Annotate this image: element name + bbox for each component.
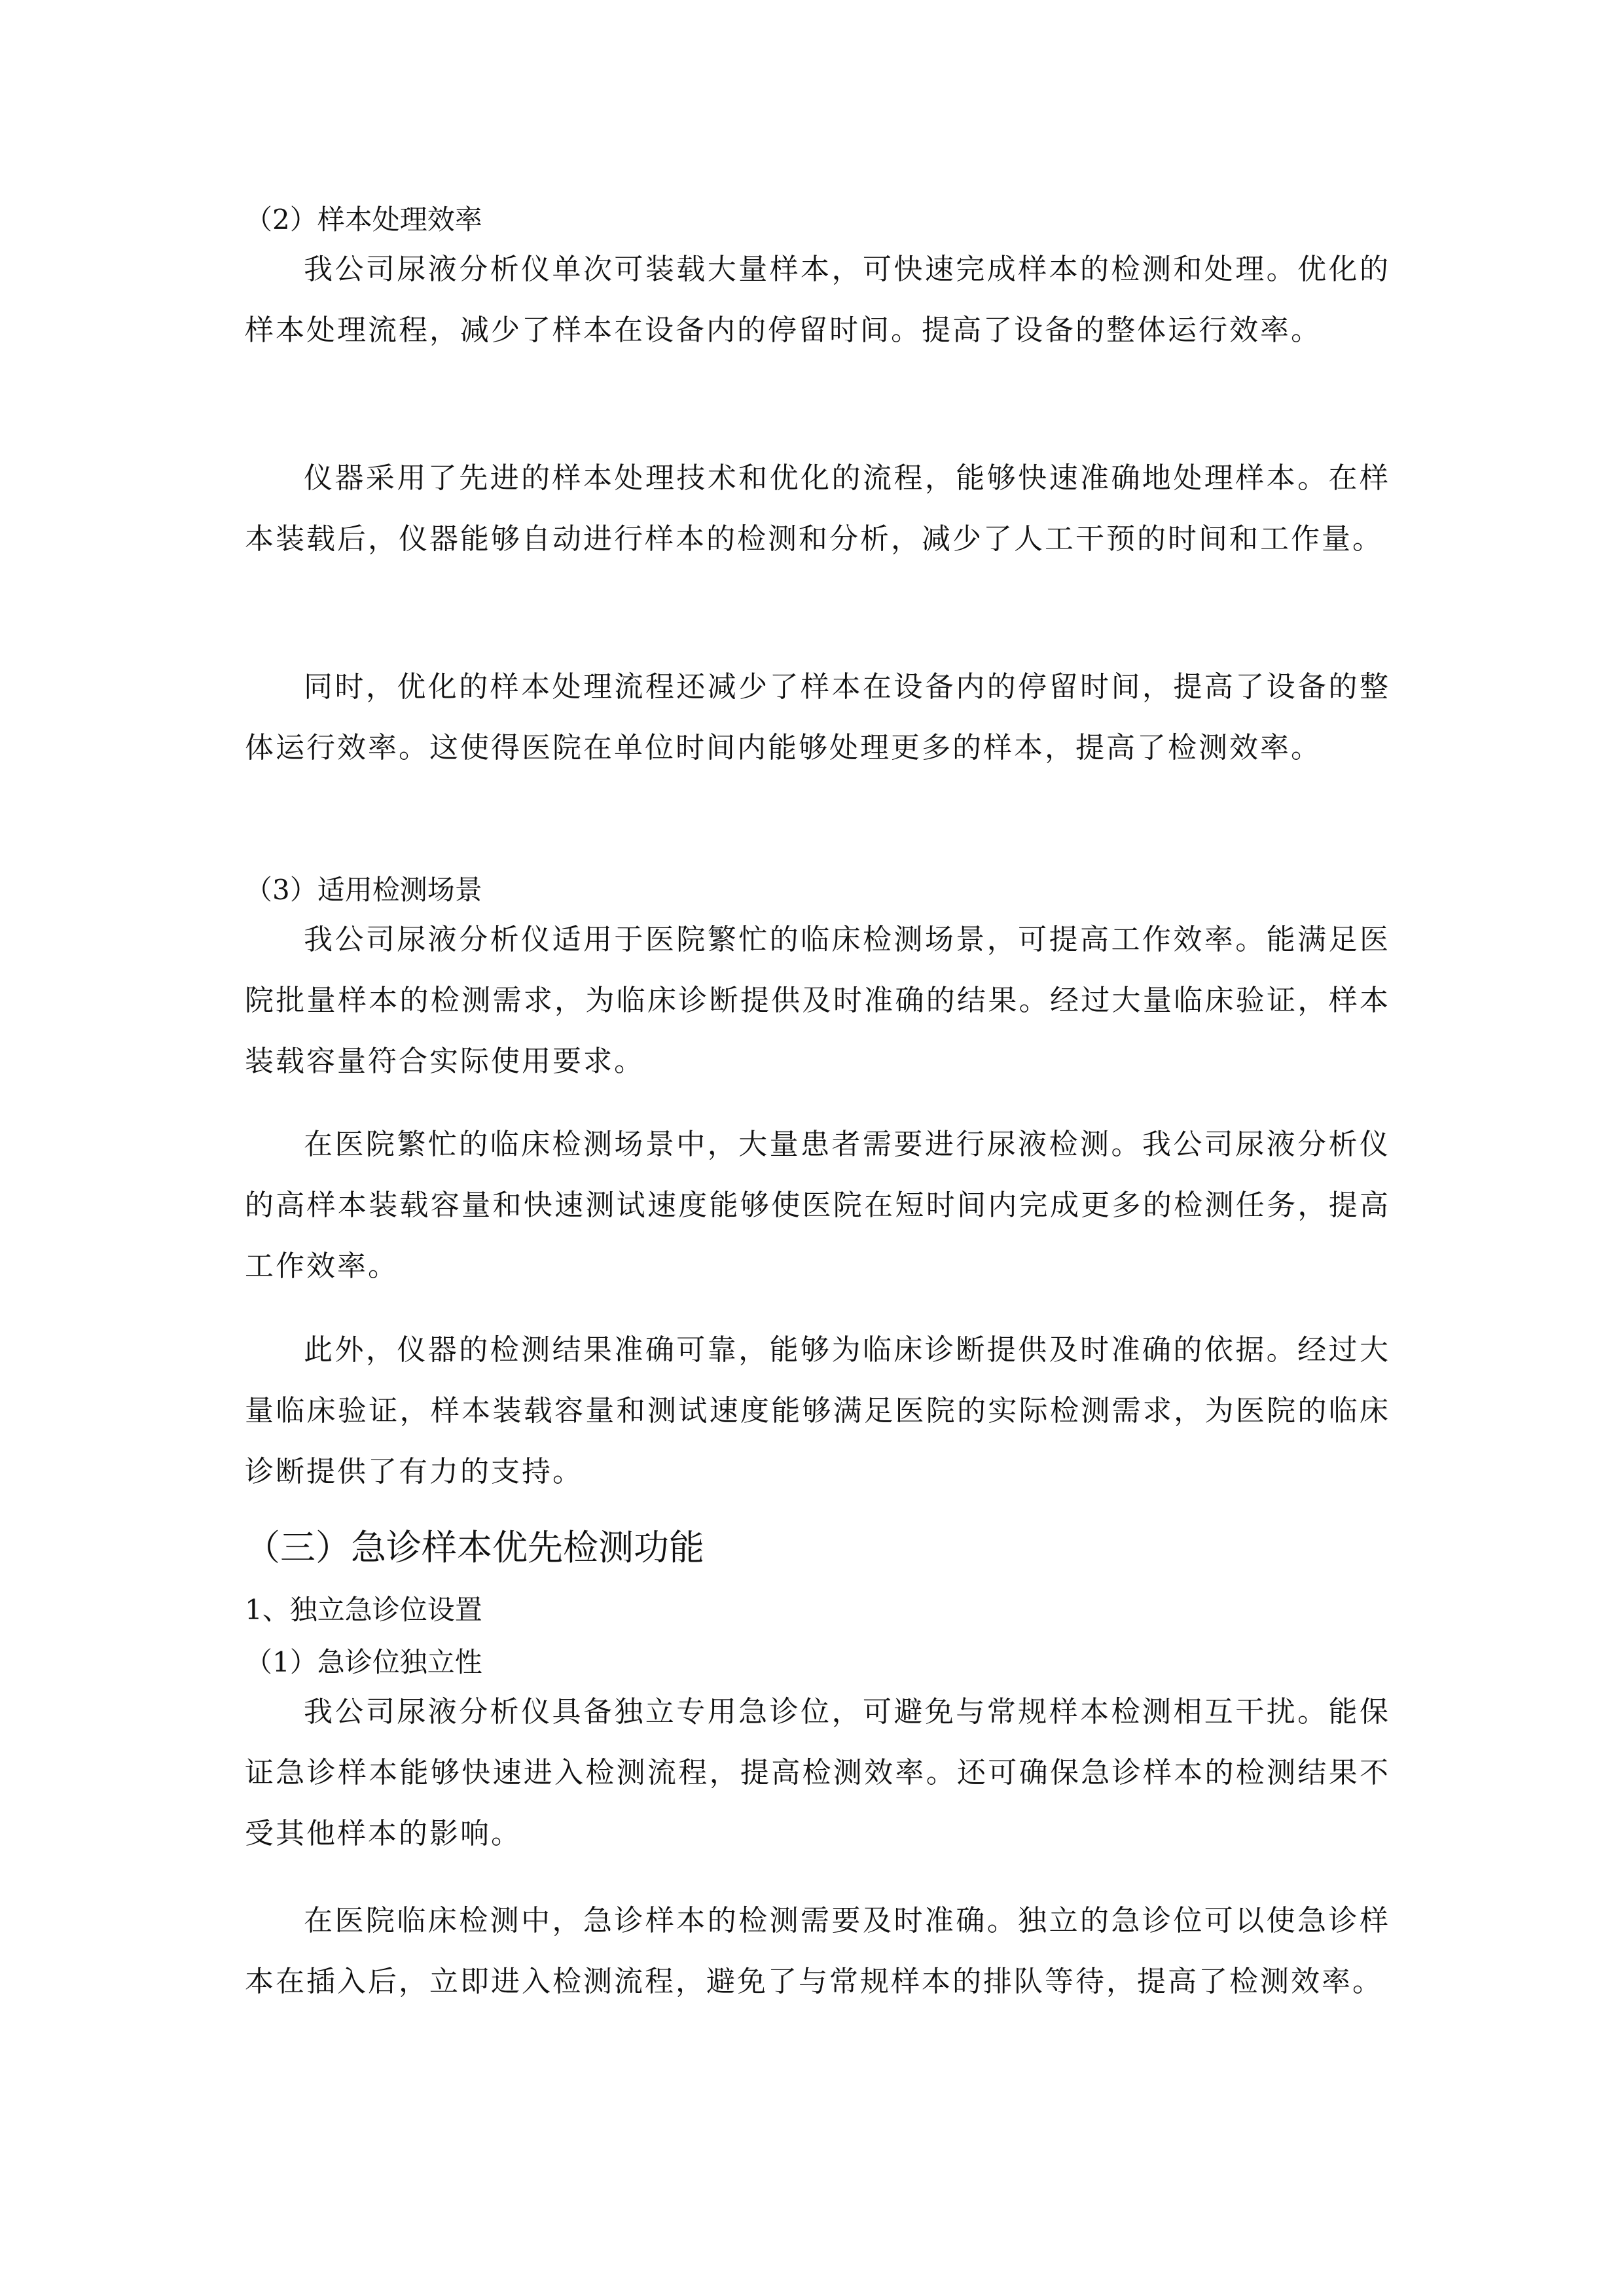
paragraph-advanced-processing: 仪器采用了先进的样本处理技术和优化的流程，能够快速准确地处理样本。在样本装载后，仪器能够自动进行样本的检测和分析，减少了人工干预的时间和工作量。 (245, 461, 1390, 556)
paragraph-dedicated-emergency-slot: 我公司尿液分析仪具备独立专用急诊位，可避免与常规样本检测相互干扰。能保证急诊样本能够快速进入检测流程，提高检测效率。还可确保急诊样本的检测结果不受其他样本的影响。 (245, 1695, 1390, 1850)
paragraph-busy-clinical-scenarios: 我公司尿液分析仪适用于医院繁忙的临床检测场景，可提高工作效率。能满足医院批量样本的检测需求，为临床诊断提供及时准确的结果。经过大量临床验证，样本装载容量符合实际使用要求。 (245, 923, 1390, 1078)
section-heading-emergency-priority: （三）急诊样本优先检测功能 (245, 1527, 704, 1568)
paragraph-optimized-workflow: 同时，优化的样本处理流程还减少了样本在设备内的停留时间，提高了设备的整体运行效率。这使得医院在单位时间内能够处理更多的样本，提高了检测效率。 (245, 670, 1390, 764)
paragraph-batch-loading: 我公司尿液分析仪单次可装载大量样本，可快速完成样本的检测和处理。优化的样本处理流程，减少了样本在设备内的停留时间。提高了设备的整体运行效率。 (245, 253, 1390, 347)
subheading-applicable-scenarios: （3）适用检测场景 (245, 874, 482, 906)
paragraph-timely-emergency-testing: 在医院临床检测中，急诊样本的检测需要及时准确。独立的急诊位可以使急诊样本在插入后，立即进入检测流程，避免了与常规样本的排队等待，提高了检测效率。 (245, 1904, 1390, 1998)
paragraph-reliable-results: 此外，仪器的检测结果准确可靠，能够为临床诊断提供及时准确的依据。经过大量临床验证，样本装载容量和测试速度能够满足医院的实际检测需求，为医院的临床诊断提供了有力的支持。 (245, 1333, 1390, 1488)
paragraph-high-capacity: 在医院繁忙的临床检测场景中，大量患者需要进行尿液检测。我公司尿液分析仪的高样本装载容量和快速测试速度能够使医院在短时间内完成更多的检测任务，提高工作效率。 (245, 1128, 1390, 1283)
item-heading-independent-emergency-slot: 1、独立急诊位设置 (245, 1594, 482, 1626)
subheading-emergency-slot-independence: （1）急诊位独立性 (245, 1646, 482, 1678)
subheading-sample-processing-efficiency: （2）样本处理效率 (245, 204, 482, 236)
